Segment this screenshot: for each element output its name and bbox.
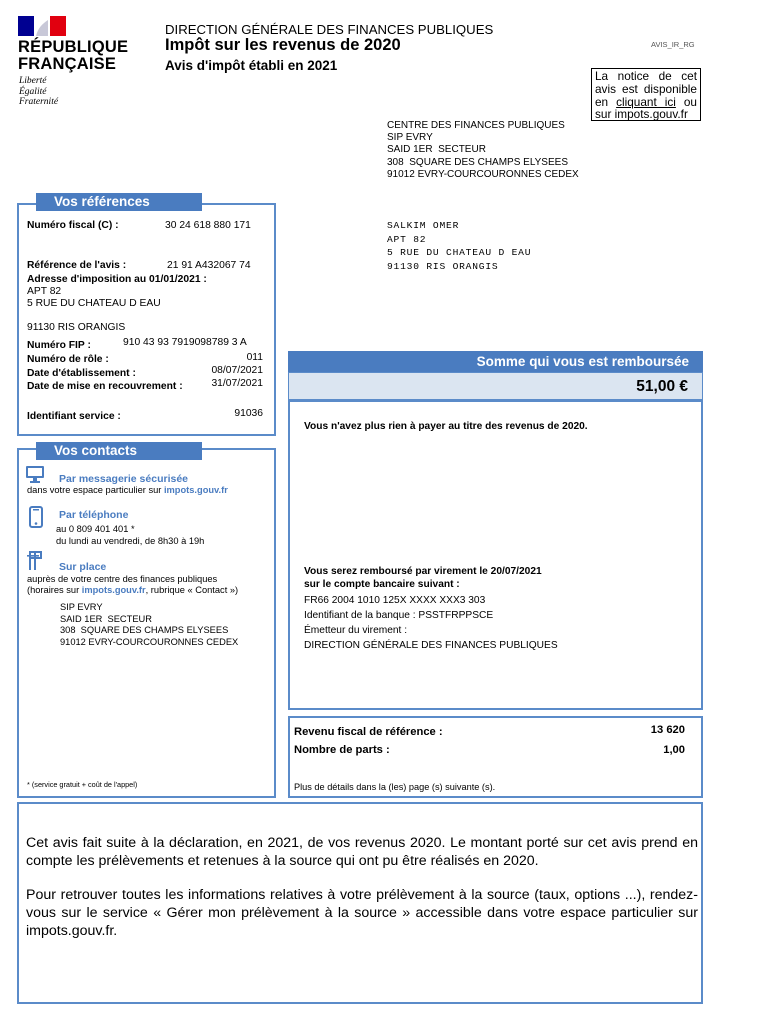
phone-title: Par téléphone: [59, 509, 129, 521]
parts-label: Nombre de parts :: [294, 744, 390, 756]
establishment-date-label: Date d'établissement :: [27, 368, 136, 379]
footnote: * (service gratuit + coût de l'appel): [27, 780, 138, 789]
tax-address-label: Adresse d'imposition au 01/01/2021 :: [27, 274, 207, 285]
details-note: Plus de détails dans la (les) page (s) suivante (s).: [294, 782, 496, 792]
document-code: AVIS_IR_RG: [651, 40, 695, 49]
references-title: Vos références: [36, 193, 202, 211]
fip-label: Numéro FIP :: [27, 340, 91, 351]
marianne-flag-icon: [18, 16, 66, 36]
notice-text-end: ou sur impots.gouv.fr: [595, 94, 697, 122]
tax-center-address: CENTRE DES FINANCES PUBLIQUES SIP EVRY SAID 1ER SECTEUR 308 SQUARE DES CHAMPS ELYSEES 91012 EVRY-COURCOURONNES CEDEX: [387, 120, 579, 180]
transfer-issuer-label: Émetteur du virement :: [304, 625, 408, 636]
phone-number[interactable]: au 0 809 401 401 *: [56, 524, 135, 534]
notice-text: La notice de cet avis est disponible en: [595, 69, 697, 109]
refund-details-box: [288, 400, 703, 710]
recipient-address: SALKIM OMER APT 82 5 RUE DU CHATEAU D EAU 91130 RIS ORANGIS: [387, 220, 532, 272]
information-box: [17, 802, 703, 1004]
transfer-date-text: Vous serez remboursé par virement le 20/07/2021: [304, 566, 542, 577]
onsite-address: SIP EVRY SAID 1ER SECTEUR 308 SQUARE DES CHAMPS ELYSEES 91012 EVRY-COURCOURONNES CEDEX: [60, 602, 239, 647]
fiscal-number-label: Numéro fiscal (C) :: [27, 220, 119, 231]
refund-title: Somme qui vous est remboursée: [288, 351, 703, 372]
contacts-title: Vos contacts: [36, 442, 202, 460]
logo-name: RÉPUBLIQUE FRANÇAISE: [18, 38, 129, 73]
refund-amount: 51,00 €: [288, 372, 703, 400]
onsite-hours: (horaires sur impots.gouv.fr, rubrique « Contact »): [27, 585, 239, 595]
collection-date-label: Date de mise en recouvrement :: [27, 381, 183, 392]
logo-motto: Liberté Égalité Fraternité: [19, 76, 59, 107]
service-id: 91036: [234, 408, 263, 419]
building-icon: [27, 551, 43, 576]
info-paragraph-2: Pour retrouver toutes les informations relatives à votre prélèvement à la source (taux, options ...), rendez-vous sur le service « Gérer mon prélèvement à la source » accessible dans votre espace particulier sur impots.gouv.fr.: [26, 887, 698, 939]
info-paragraph-1: Cet avis fait suite à la déclaration, en 2021, de vos revenus 2020. Le montant porté sur cet avis prend en compte les prélèvements et retenues à la source qui ont pu être réalisés en 2020.: [26, 835, 698, 869]
parts-value: 1,00: [663, 744, 685, 756]
notice-ref-label: Référence de l'avis :: [27, 260, 127, 271]
rfr-value: 13 620: [650, 724, 685, 736]
notice-link[interactable]: cliquant ici: [616, 94, 676, 109]
revenue-box: [288, 716, 703, 798]
phone-hours: du lundi au vendredi, de 8h30 à 19h: [56, 536, 205, 546]
references-box: [17, 203, 276, 436]
messaging-title: Par messagerie sécurisée: [59, 473, 189, 485]
onsite-link[interactable]: impots.gouv.fr: [81, 585, 146, 595]
notice-box: [591, 68, 701, 121]
messaging-text: dans votre espace particulier sur impots.gouv.fr: [27, 485, 228, 495]
document-subtitle: Avis d'impôt établi en 2021: [165, 58, 338, 73]
republique-francaise-logo: [14, 14, 130, 110]
iban: FR66 2004 1010 125X XXXX XXX3 303: [304, 595, 486, 606]
bank-account-heading: sur le compte bancaire suivant :: [304, 579, 460, 590]
onsite-text: auprès de votre centre des finances publiques: [27, 574, 218, 584]
direction-name: DIRECTION GÉNÉRALE DES FINANCES PUBLIQUES: [165, 22, 494, 37]
rfr-label: Revenu fiscal de référence :: [294, 726, 443, 738]
tax-address-line: APT 82: [27, 286, 62, 297]
role-number: 011: [246, 352, 263, 363]
nothing-to-pay-text: Vous n'avez plus rien à payer au titre des revenus de 2020.: [304, 421, 588, 432]
notice-ref: 21 91 A432067 74: [167, 260, 251, 271]
document-title: Impôt sur les revenus de 2020: [165, 36, 401, 54]
tax-address-line: 91130 RIS ORANGIS: [27, 322, 126, 333]
phone-icon: [29, 506, 43, 533]
bank-id: Identifiant de la banque : PSSTFRPPSCE: [304, 610, 494, 621]
service-id-label: Identifiant service :: [27, 411, 121, 422]
fip-number: 910 43 93 7919098789 3 A: [123, 337, 247, 348]
transfer-issuer: DIRECTION GÉNÉRALE DES FINANCES PUBLIQUES: [304, 640, 558, 651]
contacts-box: [17, 448, 276, 798]
fiscal-number: 30 24 618 880 171: [165, 220, 251, 231]
role-label: Numéro de rôle :: [27, 354, 109, 365]
onsite-title: Sur place: [59, 561, 107, 573]
collection-date: 31/07/2021: [211, 378, 263, 389]
establishment-date: 08/07/2021: [211, 365, 263, 376]
messaging-link[interactable]: impots.gouv.fr: [163, 485, 228, 495]
tax-address-line: 5 RUE DU CHATEAU D EAU: [27, 298, 161, 309]
